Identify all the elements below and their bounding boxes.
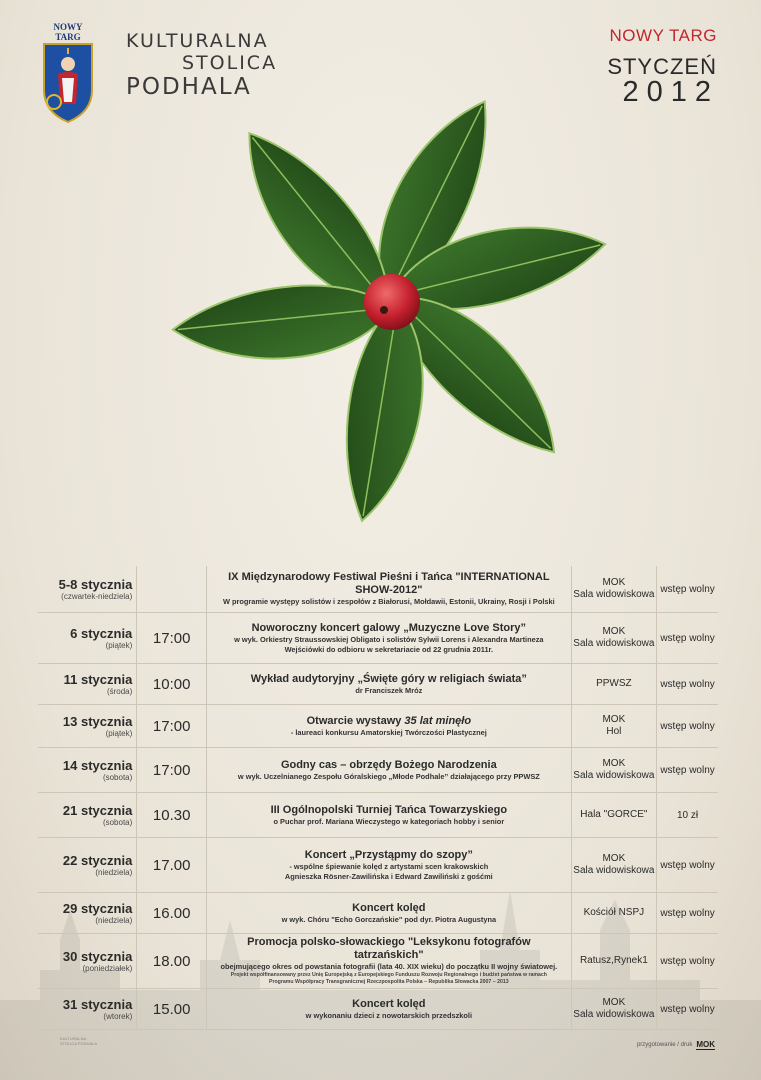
- event-day: (sobota): [102, 773, 133, 782]
- event-entry-fee: wstęp wolny: [660, 1003, 715, 1015]
- event-entry-fee: wstęp wolny: [660, 764, 715, 776]
- city-name: NOWY TARG: [609, 26, 717, 45]
- event-venue: [572, 934, 657, 988]
- event-schedule: [38, 566, 718, 1030]
- event-venue-line-1: MOK: [602, 577, 626, 588]
- event-venue-line-1: MOK: [602, 714, 626, 725]
- event-venue-line-1: MOK: [602, 853, 626, 864]
- event-date: 29 stycznia: [62, 901, 133, 916]
- event-description: w wyk. Chóru "Echo Gorczańskie" pod dyr. Piotra Augustyna: [281, 914, 497, 924]
- event-date-cell: [38, 838, 137, 892]
- event-venue: [572, 793, 657, 837]
- event-venue: [572, 893, 657, 933]
- event-venue-line-1: Ratusz,Rynek1: [579, 955, 648, 966]
- event-description: w wykonaniu dzieci z nowotarskich przedszkoli: [305, 1010, 472, 1020]
- event-time: 17:00: [137, 748, 207, 792]
- event-date: 5-8 stycznia: [58, 577, 133, 592]
- event-time: 17.00: [137, 838, 207, 892]
- event-entry-fee: wstęp wolny: [660, 678, 715, 690]
- event-venue-line-1: MOK: [602, 758, 626, 769]
- event-venue-line-1: MOK: [602, 997, 626, 1008]
- event-day: (wtorek): [103, 1012, 133, 1021]
- footer-left-text: KULTURALNA STOLICA PODHALA: [60, 1036, 98, 1046]
- event-details: [207, 613, 572, 663]
- event-venue-line-1: MOK: [602, 626, 626, 637]
- event-description: dr Franciszek Mróz: [355, 685, 423, 695]
- event-date: 14 stycznia: [62, 758, 133, 773]
- event-venue-line-2: Sala widowiskowa: [573, 865, 655, 876]
- event-row: [38, 748, 718, 793]
- event-date: 11 stycznia: [63, 672, 133, 687]
- event-time: 17:00: [137, 613, 207, 663]
- event-date: 30 stycznia: [62, 949, 133, 964]
- brand-line-1: KULTURALNA: [126, 30, 269, 52]
- event-details: [207, 664, 572, 704]
- event-date: 6 stycznia: [70, 626, 133, 641]
- event-row: [38, 893, 718, 934]
- event-title: Godny cas – obrzędy Bożego Narodzenia: [280, 758, 497, 771]
- event-details: [207, 566, 572, 612]
- event-day: (niedziela): [95, 868, 133, 877]
- event-date-cell: [38, 893, 137, 933]
- event-time: 10:00: [137, 664, 207, 704]
- event-details: [207, 989, 572, 1029]
- year-label: 2012: [622, 76, 719, 108]
- event-venue-line-1: Kościół NSPJ: [583, 907, 645, 918]
- event-date: 31 stycznia: [62, 997, 133, 1012]
- event-date-cell: [38, 793, 137, 837]
- event-entry-fee: wstęp wolny: [660, 720, 715, 732]
- event-title: Promocja polsko-słowackiego "Leksykonu fotografów tatrzańskich": [247, 936, 531, 962]
- event-title-emphasis: 35 lat minęło: [404, 714, 472, 727]
- event-time: 17:00: [137, 705, 207, 747]
- event-date-cell: [38, 748, 137, 792]
- event-details: [207, 838, 572, 892]
- event-entry-fee: 10 zł: [676, 809, 699, 821]
- event-venue: [572, 705, 657, 747]
- brand-line-2: STOLICA: [182, 52, 278, 74]
- event-venue-line-1: Hala "GORCE": [580, 809, 648, 820]
- event-day: (poniedziałek): [82, 964, 133, 973]
- event-day: (piątek): [105, 641, 133, 650]
- event-day: (czwartek-niedziela): [61, 592, 133, 601]
- event-description: obejmującego okres od powstania fotografii (lata 40. XIX wieku) do początku II wojny światowej.: [220, 962, 558, 972]
- event-venue-line-2: Hol: [606, 726, 622, 737]
- event-day: (niedziela): [95, 916, 133, 925]
- event-day: (sobota): [102, 818, 133, 827]
- event-venue-line-2: Sala widowiskowa: [573, 589, 655, 600]
- event-date-cell: [38, 989, 137, 1029]
- event-row: [38, 838, 718, 893]
- event-entry-fee: wstęp wolny: [660, 583, 715, 595]
- berry: [364, 274, 420, 330]
- event-time: 15.00: [137, 989, 207, 1029]
- event-title: Koncert „Przystąpmy do szopy”: [304, 849, 473, 861]
- event-date: 13 stycznia: [62, 714, 133, 729]
- crest-label: NOWY TARG: [53, 22, 83, 42]
- event-entry-fee: wstęp wolny: [660, 859, 715, 871]
- event-day: (środa): [106, 687, 133, 696]
- event-entry-fee: wstęp wolny: [660, 907, 715, 919]
- event-description-2: Wejściówki do odbioru w sekretariacie od 22 grudnia 2011r.: [284, 644, 494, 654]
- event-venue: [572, 748, 657, 792]
- event-entry-fee: wstęp wolny: [660, 632, 715, 644]
- brand-line-3: PODHALA: [126, 74, 252, 100]
- event-date-cell: [38, 664, 137, 704]
- event-entry-fee: wstęp wolny: [660, 955, 715, 967]
- event-title: Wykład audytoryjny „Święte góry w religiach świata”: [250, 672, 527, 685]
- event-time: 10.30: [137, 793, 207, 837]
- event-description-2: Agnieszka Rösner-Zawilińska i Edward Zawiliński z gośćmi: [284, 871, 493, 881]
- event-row: [38, 793, 718, 838]
- mok-logo: MOK: [696, 1040, 715, 1049]
- event-description: - wspólne śpiewanie kolęd z artystami scen krakowskich: [289, 862, 489, 871]
- event-details: [207, 793, 572, 837]
- event-date: 21 stycznia: [62, 803, 133, 818]
- event-venue-line-2: Sala widowiskowa: [573, 770, 655, 781]
- event-date-cell: [38, 705, 137, 747]
- event-day: (piątek): [105, 729, 133, 738]
- event-title: IX Międzynarodowy Festiwal Pieśni i Tańca "INTERNATIONAL SHOW-2012": [228, 571, 550, 597]
- event-time: 16.00: [137, 893, 207, 933]
- event-row: [38, 664, 718, 705]
- event-title: III Ogólnopolski Turniej Tańca Towarzyskiego: [270, 803, 508, 816]
- event-venue-line-1: PPWSZ: [596, 678, 632, 689]
- event-venue: [572, 989, 657, 1029]
- coat-of-arms-icon: [40, 42, 96, 124]
- event-details: [207, 934, 572, 988]
- footer-credit: [637, 1040, 715, 1050]
- event-time: [137, 566, 207, 612]
- event-description: w wyk. Uczelnianego Zespołu Góralskiego „Młode Podhale” działającego przy PPWSZ: [237, 771, 540, 781]
- event-title: Noworoczny koncert galowy „Muzyczne Love Story”: [251, 622, 527, 634]
- event-title: Koncert kolęd: [352, 901, 426, 914]
- event-date-cell: [38, 566, 137, 612]
- event-venue-line-2: Sala widowiskowa: [573, 638, 655, 649]
- event-description: w wyk. Orkiestry Straussowskiej Obligato i solistów Sylwii Lorens i Alexandra Martineza: [234, 635, 544, 644]
- event-details: [207, 705, 572, 747]
- event-note: Projekt współfinansowany przez Unię Europejską z Europejskiego Funduszu Rozwoju Regionalnego i budżet państwa w ramach: [230, 971, 547, 978]
- event-title: Otwarcie wystawy 35 lat minęło: [306, 714, 472, 727]
- event-description: o Puchar prof. Mariana Wieczystego w kategoriach hobby i senior: [273, 816, 505, 826]
- event-date-cell: [38, 613, 137, 663]
- event-venue: [572, 613, 657, 663]
- city-crest: [40, 22, 96, 118]
- event-time: 18.00: [137, 934, 207, 988]
- event-description: W programie występy solistów i zespołów z Białorusi, Mołdawii, Estonii, Ukrainy, Rosji i Polski: [222, 597, 555, 607]
- event-venue: [572, 838, 657, 892]
- event-row: [38, 989, 718, 1030]
- leaf: [171, 283, 393, 363]
- event-details: [207, 893, 572, 933]
- event-details: [207, 748, 572, 792]
- event-row: [38, 934, 718, 989]
- event-venue-line-2: Sala widowiskowa: [573, 1009, 655, 1020]
- event-row: [38, 705, 718, 748]
- event-row: [38, 613, 718, 664]
- event-date-cell: [38, 934, 137, 988]
- month-label: STYCZEŃ: [607, 54, 717, 79]
- event-description: - laureaci konkursu Amatorskiej Twórczości Plastycznej: [290, 727, 487, 737]
- prepared-label: przygotowanie / druk: [636, 1042, 693, 1048]
- event-note-2: Programu Współpracy Transgranicznej Rzeczpospolita Polska – Republika Słowacka 2007 – 2013: [269, 978, 509, 985]
- event-venue: [572, 664, 657, 704]
- leaf-flower-illustration: [130, 40, 650, 560]
- event-title: Koncert kolęd: [352, 997, 426, 1010]
- event-row: [38, 566, 718, 613]
- event-date: 22 stycznia: [62, 853, 133, 868]
- event-venue: [572, 566, 657, 612]
